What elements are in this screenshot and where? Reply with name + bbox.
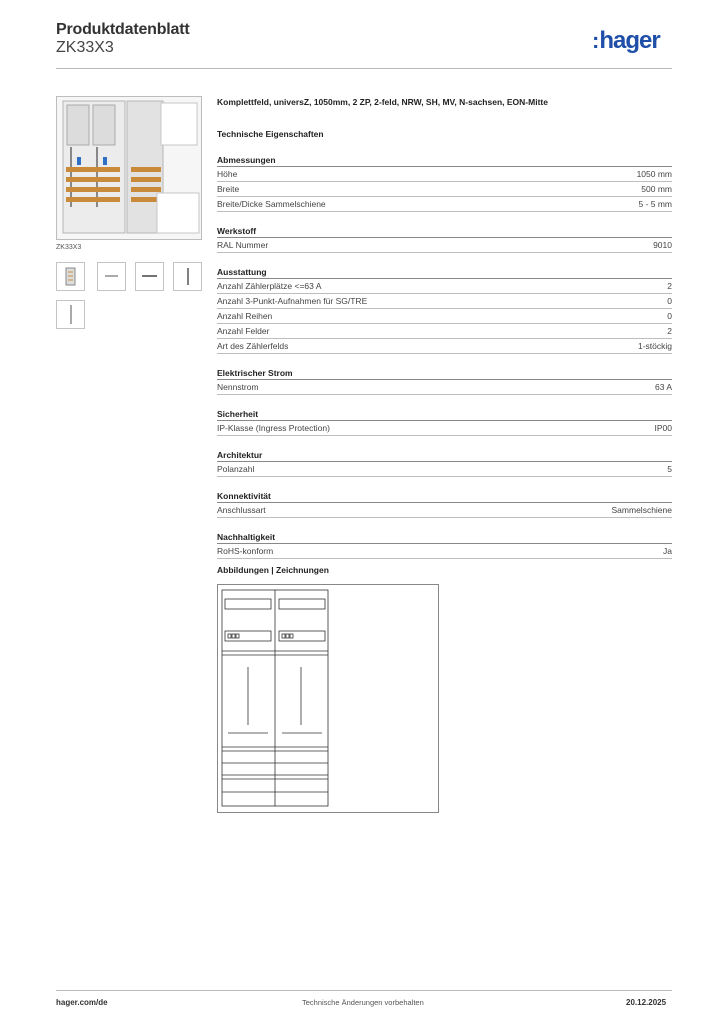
section-architektur [217,449,672,477]
property-row [217,544,672,559]
property-label: RAL Nummer [217,240,269,250]
thumbnail-3[interactable] [135,262,164,291]
property-row [217,182,672,197]
property-label: Anschlussart [217,505,266,515]
property-row [217,279,672,294]
bar-thumbnail-icon [98,263,125,290]
bar-thumbnail-icon [136,263,163,290]
property-label: RoHS-konform [217,546,274,556]
drawings-title: Abbildungen | Zeichnungen [217,565,329,575]
page-title: Produktdatenblatt [56,21,190,38]
section-title: Nachhaltigkeit [217,532,276,542]
header-divider [56,68,672,69]
thumbnail-5[interactable] [56,300,85,329]
section-nachhaltigkeit [217,531,672,559]
property-row [217,421,672,436]
rod-thumbnail-icon [57,301,84,328]
panel-thumbnail-icon [57,263,84,290]
property-label: Anzahl 3-Punkt-Aufnahmen für SG/TRE [217,296,368,306]
section-title: Konnektivität [217,491,271,501]
property-row [217,380,672,395]
technical-drawing-icon [218,585,438,812]
thumbnail-1[interactable] [56,262,85,291]
property-row [217,167,672,182]
property-value: Sammelschiene [611,505,672,515]
property-value: Ja [663,546,672,556]
property-value: 5 [667,464,672,474]
product-code: ZK33X3 [56,39,114,56]
section-sicherheit [217,408,672,436]
section-title: Elektrischer Strom [217,368,293,378]
property-row [217,294,672,309]
property-value: IP00 [654,423,672,433]
logo-wordmark: hager [599,27,660,54]
section-title: Abmessungen [217,155,276,165]
property-value: 0 [667,296,672,306]
section-ausstattung [217,266,672,354]
footer-website[interactable]: hager.com/de [56,998,108,1007]
footer-divider [56,990,672,991]
property-value: 1050 mm [636,169,672,179]
property-label: IP-Klasse (Ingress Protection) [217,423,330,433]
property-row [217,462,672,477]
property-label: Polanzahl [217,464,255,474]
section-title: Architektur [217,450,263,460]
property-label: Breite/Dicke Sammelschiene [217,199,326,209]
footer-notice: Technische Änderungen vorbehalten [302,998,424,1007]
hager-logo [592,27,660,55]
property-label: Breite [217,184,240,194]
property-label: Anzahl Felder [217,326,270,336]
property-label: Anzahl Zählerplätze <=63 A [217,281,322,291]
property-value: 500 mm [641,184,672,194]
section-konnektivit-t [217,490,672,518]
property-row [217,309,672,324]
section-title: Sicherheit [217,409,259,419]
rail-thumbnail-icon [174,263,201,290]
property-value: 5 - 5 mm [638,199,672,209]
property-value: 0 [667,311,672,321]
property-label: Höhe [217,169,238,179]
logo-colon-icon: : [592,28,599,53]
property-sections [217,154,672,559]
thumbnail-4[interactable] [173,262,202,291]
section-werkstoff [217,225,672,253]
technical-drawing[interactable] [217,584,439,813]
property-row [217,197,672,212]
property-row [217,503,672,518]
property-row [217,339,672,354]
section-title: Ausstattung [217,267,267,277]
property-value: 2 [667,326,672,336]
property-row [217,324,672,339]
properties-title: Technische Eigenschaften [217,129,324,139]
property-value: 1-stöckig [637,341,672,351]
property-row [217,238,672,253]
product-data [217,96,672,559]
section-elektrischer-strom [217,367,672,395]
product-description: Komplettfeld, universZ, 1050mm, 2 ZP, 2-feld, NRW, SH, MV, N-sachsen, EON-Mitte [217,97,548,107]
section-title: Werkstoff [217,226,257,236]
product-image[interactable] [56,96,202,240]
product-photo-icon [57,97,201,239]
thumbnail-2[interactable] [97,262,126,291]
property-label: Anzahl Reihen [217,311,273,321]
property-label: Art des Zählerfelds [217,341,289,351]
footer-date: 20.12.2025 [626,998,667,1007]
section-abmessungen [217,154,672,212]
property-value: 63 A [654,382,672,392]
property-label: Nennstrom [217,382,259,392]
property-value: 2 [667,281,672,291]
image-caption: ZK33X3 [56,244,82,251]
property-value: 9010 [653,240,672,250]
